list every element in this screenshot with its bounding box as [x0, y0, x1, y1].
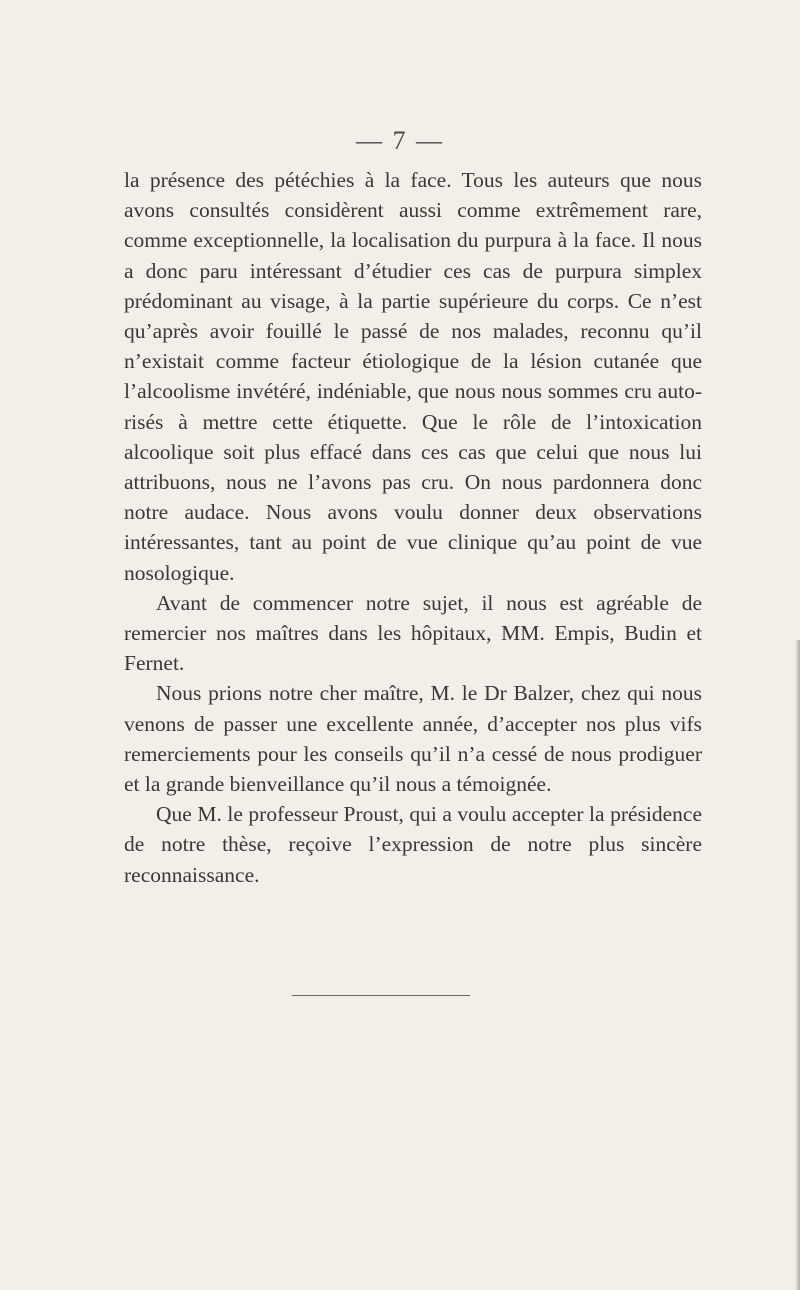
page-edge-shadow	[795, 640, 800, 1290]
paragraph-4: Que M. le professeur Proust, qui a voulu accepter la présidence de notre thèse, reçoive l’expression de notre plus sincère reconnaissance.	[124, 802, 702, 887]
paragraph-3: Nous prions notre cher maître, M. le Dr Balzer, chez qui nous venons de passer une excellente année, d’accepter nos plus vifs remerciements pour les conseils qu’il n’a cessé de nous prodiguer et la grande bienveillance qu’il nous a témoignée.	[124, 681, 702, 797]
body-text	[124, 165, 702, 890]
paragraph-2: Avant de commencer notre sujet, il nous est agréable de remercier nos maîtres dans les hôpitaux, MM. Empis, Budin et Fernet.	[124, 590, 702, 676]
end-rule-divider	[292, 995, 470, 996]
page-number: — 7 —	[356, 126, 444, 155]
paragraph-1: la présence des pétéchies à la face. Tous les auteurs que nous avons consultés considèrent aussi comme extrêmement rare, comme exceptionnelle, la localisation du purpura à la face. Il nous a donc paru intéressant d’étudier ces cas de purpura simplex prédominant au visage, à la partie supérieure du corps. Ce n’est qu’après avoir fouillé le passé de nos malades, reconnu qu’il n’existait comme facteur étiologique de la lésion cutanée que l’alcoolisme invétéré, indéniable, que nous nous sommes cru autorisés à mettre cette étiquette. Que le rôle de l’intoxication alcoolique soit plus effacé dans ces cas que celui que nous lui attribuons, nous ne l’avons pas cru. On nous pardonnera donc notre audace. Nous avons voulu donner deux observations intéressantes, tant au point de vue clinique qu’au point de vue nosologique.	[124, 168, 702, 585]
